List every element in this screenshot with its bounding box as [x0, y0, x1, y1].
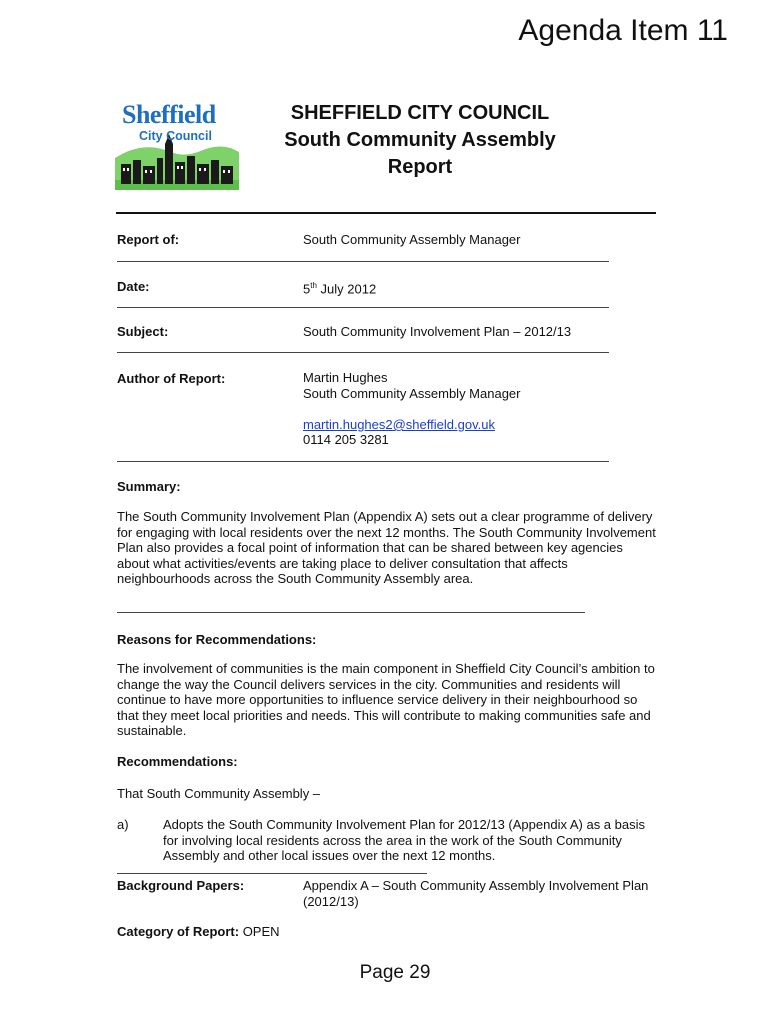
background-label: Background Papers: — [117, 878, 245, 893]
category-row — [117, 924, 280, 939]
author-role: South Community Assembly Manager — [303, 386, 521, 401]
page-number: Page 29 — [359, 962, 431, 983]
logo-title: Sheffield — [122, 100, 216, 129]
divider — [117, 352, 609, 353]
report-header — [230, 100, 610, 181]
recommendation-marker: a) — [117, 817, 129, 832]
author-email-wrapper — [303, 417, 495, 433]
header-assembly: South Community Assembly — [284, 129, 556, 151]
recommendations-intro: That South Community Assembly – — [117, 786, 321, 801]
reasons-text: The involvement of communities is the main component in Sheffield City Council’s ambition to change the way the Council delivers services in the city. Communities and residents will continue to have more opportunities to influence service delivery in their neighbourhood so that they meet local priorities and needs. This will contribute to making communities safe and sustainable. — [117, 661, 655, 739]
subject-value: South Community Involvement Plan – 2012/13 — [303, 324, 572, 339]
date-label: Date: — [117, 279, 150, 294]
divider — [117, 612, 585, 613]
summary-text: The South Community Involvement Plan (Appendix A) sets out a clear programme of delivery for engaging with local residents over the next 12 months. The South Community Involvement Plan also provides a focal point of information that can be shared between key agencies about what activities/events are taking place to deliver consultation that affects neighbourhoods across the South Community Assembly area. — [117, 509, 656, 587]
header-divider — [116, 212, 656, 214]
divider — [117, 307, 609, 308]
background-value: Appendix A – South Community Assembly Involvement Plan (2012/13) — [303, 878, 649, 909]
date-suffix: th — [310, 281, 317, 290]
category-value: OPEN — [242, 924, 280, 939]
reasons-heading: Reasons for Recommendations: — [117, 632, 317, 647]
divider — [117, 873, 427, 874]
header-report: Report — [387, 156, 453, 178]
recommendation-text: Adopts the South Community Involvement Plan for 2012/13 (Appendix A) as a basis for involving local residents across the area in the work of the South Community Assembly and other local issues over the next 12 months. — [163, 817, 645, 864]
category-label: Category of Report: — [117, 924, 240, 939]
divider — [117, 461, 609, 462]
author-label: Author of Report: — [117, 371, 226, 386]
author-name: Martin Hughes — [303, 370, 388, 385]
date-value — [303, 278, 376, 297]
report-of-value: South Community Assembly Manager — [303, 232, 521, 247]
divider — [117, 261, 609, 262]
subject-label: Subject: — [117, 324, 169, 339]
header-council: SHEFFIELD CITY COUNCIL — [290, 102, 550, 124]
report-of-label: Report of: — [117, 232, 180, 247]
author-email-link[interactable]: martin.hughes2@sheffield.gov.uk — [303, 417, 495, 432]
author-phone: 0114 205 3281 — [303, 432, 389, 447]
logo-subtitle: City Council — [139, 129, 212, 143]
date-day: 5 — [303, 281, 311, 297]
date-rest: July 2012 — [316, 281, 377, 297]
agenda-item-label: Agenda Item 11 — [518, 14, 728, 47]
recommendations-heading: Recommendations: — [117, 754, 238, 769]
summary-heading: Summary: — [117, 479, 181, 494]
